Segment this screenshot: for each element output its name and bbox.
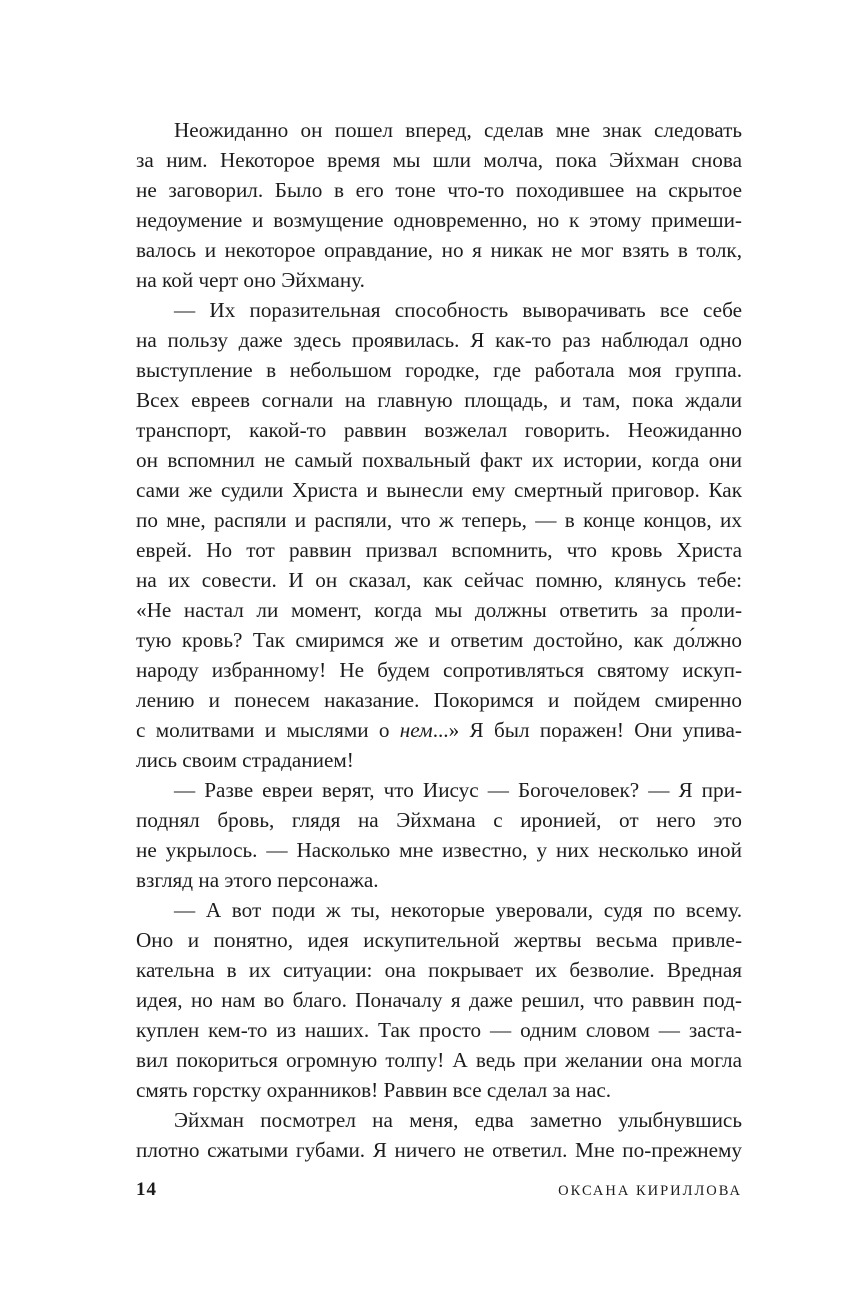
text-line: недоумение и возмущение одновременно, но к этому примеши- xyxy=(136,208,742,232)
text-line: лись своим страданием! xyxy=(136,748,354,772)
text-line: еврей. Но тот раввин призвал вспомнить, что кровь Христа xyxy=(136,538,742,562)
text-line: — Разве евреи верят, что Иисус — Богочеловек? — Я при- xyxy=(174,778,742,802)
text-line: идея, но нам во благо. Поначалу я даже решил, что раввин под- xyxy=(136,988,742,1012)
text-line: кательна в их ситуации: она покрывает их безволие. Вредная xyxy=(136,958,742,982)
text-line: Неожиданно он пошел вперед, сделав мне знак следовать xyxy=(174,118,742,142)
page-number: 14 xyxy=(136,1179,157,1200)
text-line: тую кровь? Так смиримся же и ответим достойно, как до́лжно xyxy=(136,628,742,652)
text-line: не заговорил. Было в его тоне что-то походившее на скрытое xyxy=(136,178,742,202)
text-line: — А вот поди ж ты, некоторые уверовали, судя по всему. xyxy=(174,898,742,922)
text-line: на пользу даже здесь проявилась. Я как-то раз наблюдал одно xyxy=(136,328,742,352)
text-line: вил покориться огромную толпу! А ведь при желании она могла xyxy=(136,1048,742,1072)
text-line: лению и понесем наказание. Покоримся и пойдем смиренно xyxy=(136,688,742,712)
text-line: не укрылось. — Насколько мне известно, у них несколько иной xyxy=(136,838,742,862)
text-line: куплен кем-то из наших. Так просто — одним словом — заста- xyxy=(136,1018,742,1042)
text-line: транспорт, какой-то раввин возжелал говорить. Неожиданно xyxy=(136,418,742,442)
text-line: по мне, распяли и распяли, что ж теперь, — в конце концов, их xyxy=(136,508,742,532)
text-line: за ним. Некоторое время мы шли молча, пока Эйхман снова xyxy=(136,148,742,172)
text-line: на их совести. И он сказал, как сейчас помню, клянусь тебе: xyxy=(136,568,742,592)
text-line: взгляд на этого персонажа. xyxy=(136,868,379,892)
text-fragment: с молитвами и мыслями о xyxy=(136,718,390,742)
text-line: — Их поразительная способность выворачивать все себе xyxy=(174,298,742,322)
text-line: Оно и понятно, идея искупительной жертвы весьма привле- xyxy=(136,928,742,952)
emphasis-text: нем xyxy=(399,718,433,742)
text-line: сами же судили Христа и вынесли ему смертный приговор. Как xyxy=(136,478,742,502)
text-line: смять горстку охранников! Раввин все сделал за нас. xyxy=(136,1078,612,1102)
text-line: выступление в небольшом городке, где работала моя группа. xyxy=(136,358,742,382)
text-line: поднял бровь, глядя на Эйхмана с иронией, от него это xyxy=(136,808,742,832)
text-line: он вспомнил не самый похвальный факт их истории, когда они xyxy=(136,448,742,472)
text-line: плотно сжатыми губами. Я ничего не ответил. Мне по-прежнему xyxy=(136,1138,742,1162)
text-fragment: ...» Я был поражен! Они упива- xyxy=(432,718,742,742)
text-line: на кой черт оно Эйхману. xyxy=(136,268,365,292)
text-line: Эйхман посмотрел на меня, едва заметно улыбнувшись xyxy=(174,1108,742,1132)
text-line: народу избранному! Не будем сопротивляться святому искуп- xyxy=(136,658,742,682)
text-line: «Не настал ли момент, когда мы должны ответить за проли- xyxy=(136,598,742,622)
text-line: Всех евреев согнали на главную площадь, и там, пока ждали xyxy=(136,388,742,412)
running-head-author: ОКСАНА КИРИЛЛОВА xyxy=(558,1183,742,1199)
text-line xyxy=(136,716,742,744)
text-line: валось и некоторое оправдание, но я никак не мог взять в толк, xyxy=(136,238,742,262)
